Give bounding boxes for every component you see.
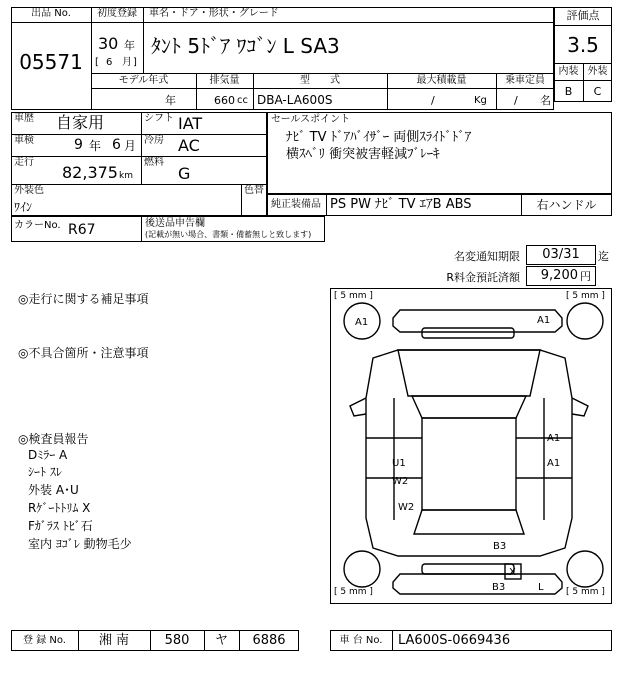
wheel-front-right [567, 303, 603, 339]
inspection-month: 6 [112, 137, 121, 153]
model-type-label: 型 式 [300, 75, 340, 86]
recycle-fee-label: R料金預託済額 [446, 271, 520, 284]
front-grille [422, 328, 514, 338]
first-registration-label: 初度登録 [97, 8, 137, 19]
mark-front-bumper: A1 [537, 315, 551, 326]
model-year-label: モデル年式 [118, 75, 169, 86]
plate-number: 6886 [252, 633, 286, 648]
lot-label: 出品 No. [31, 8, 71, 19]
color-no-value: R67 [68, 222, 96, 238]
hood [398, 350, 540, 396]
mark-w2b: W2 [398, 502, 415, 513]
details-frame [11, 112, 267, 216]
plate-kana: ヤ [214, 633, 228, 648]
car-name-label: 車名・ドア・形状・グレード [149, 8, 279, 19]
shift-label: シフト [144, 113, 174, 124]
history-value: 自家用 [56, 113, 105, 132]
color-no-label: カラーNo. [14, 220, 61, 231]
max-load-unit: Kg [474, 95, 487, 106]
mileage-label: 走行 [14, 157, 34, 168]
mileage-unit: km [119, 171, 133, 181]
mark-b3-bumper: B3 [492, 582, 506, 593]
tire-tag-front-left: [ 5 mm ] [334, 291, 373, 301]
sales-points-line2: 横ｽﾍﾞﾘ 衝突被害軽減ﾌﾞﾚｰｷ [286, 147, 440, 162]
equipment-value: PS PW ﾅﾋﾞ TV ｴｱB ABS [330, 197, 472, 212]
windshield [412, 396, 526, 418]
capacity-separator: / [514, 94, 518, 107]
rear-garnish [422, 564, 514, 574]
right-mirror [572, 398, 588, 416]
title-change-date: 03/31 [542, 247, 580, 262]
interior-grade: B [564, 85, 573, 98]
exterior-color-value: ﾜｲﾝ [14, 200, 33, 214]
ac-value: AC [178, 136, 200, 155]
inspection-year-unit: 年 [89, 139, 102, 153]
model-year-unit: 年 [165, 94, 176, 107]
mark-l: L [538, 582, 544, 593]
inspector-title: ◎検査員報告 [18, 432, 89, 446]
mark-u1: U1 [392, 458, 406, 469]
rear-bumper [393, 574, 562, 594]
tire-tag-front-right: [ 5 mm ] [566, 291, 605, 301]
fuel-value: G [178, 164, 191, 183]
car-name: ﾀﾝﾄ 5ﾄﾞｱ ﾜｺﾞﾝ L SA3 [151, 34, 340, 58]
repaint-label: 色替 [244, 185, 264, 196]
fuel-label: 燃料 [144, 157, 164, 168]
score-label: 評価点 [566, 9, 600, 22]
mark-right-rear: A1 [547, 458, 561, 469]
chassis-label: 車 台 No. [339, 635, 383, 646]
plate-class: 580 [164, 633, 190, 648]
plate-region: 湘 南 [98, 633, 130, 648]
recycle-fee-amount: 9,200 [540, 268, 578, 283]
plate-label: 登 録 No. [23, 635, 66, 646]
model-code: DBA-LA600S [257, 93, 333, 107]
score-value: 3.5 [567, 33, 599, 57]
max-load-label: 最大積載量 [416, 75, 467, 86]
after-parts-label: 後送品申告欄 [145, 218, 205, 229]
history-label: 車歴 [14, 113, 34, 124]
sales-points-label: セールスポイント [271, 114, 351, 125]
inspector-line: Dﾐﾗｰ A [28, 448, 68, 462]
month-unit: 月 [122, 57, 132, 68]
mark-right-front: A1 [547, 433, 561, 444]
inspection-year: 9 [74, 137, 83, 153]
sales-points-line1: ﾅﾋﾞ TV ﾄﾞｱﾊﾞｲｻﾞｰ 両側ｽﾗｲﾄﾞﾄﾞｱ [286, 130, 472, 145]
exterior-grade: C [593, 85, 602, 98]
inspector-line: 外装 A･U [28, 483, 79, 497]
equipment-label: 純正装備品 [271, 199, 321, 210]
tire-tag-rear-right: [ 5 mm ] [566, 587, 605, 597]
mark-w2a: W2 [392, 476, 409, 487]
registration-year: 30 [98, 34, 119, 53]
body-outline [366, 350, 572, 556]
max-load-separator: / [431, 94, 435, 107]
displacement-unit: cc [237, 95, 248, 106]
year-unit: 年 [124, 39, 135, 52]
title-change-suffix: 迄 [598, 250, 609, 263]
after-parts-note: (記載が無い場合、書類・備蓄無しと致します) [145, 230, 312, 239]
capacity-label: 乗車定員 [505, 75, 545, 86]
chassis-number: LA600S-0669436 [398, 633, 511, 648]
title-change-label: 名変通知期限 [454, 250, 520, 263]
mark-left-wheel: A1 [355, 317, 369, 328]
inspection-label: 車検 [14, 135, 34, 146]
exterior-color-label: 外装色 [14, 185, 44, 196]
driving-notes-title: ◎走行に関する補足事項 [18, 292, 149, 306]
car-diagram [330, 288, 612, 604]
shift-value: IAT [178, 114, 203, 133]
inspector-line: Rｹﾞｰﾄﾄﾘﾑ X [28, 501, 91, 515]
wheel-rear-left [344, 551, 380, 587]
rear-glass [414, 510, 524, 534]
defects-title: ◎不具合箇所・注意事項 [18, 346, 149, 360]
inspector-line: Fｶﾞﾗｽ ﾄﾋﾞ石 [28, 519, 93, 533]
mileage-value: 82,375 [62, 163, 118, 182]
lot-number: 05571 [19, 50, 83, 74]
inspector-line: 室内 ﾖｺﾞﾚ 動物毛少 [28, 537, 132, 551]
displacement-value: 660 [214, 94, 235, 107]
recycle-fee-unit: 円 [580, 270, 591, 283]
displacement-label: 排気量 [209, 75, 240, 86]
mark-b3-glass: B3 [493, 541, 507, 552]
capacity-unit: 名 [540, 94, 551, 107]
exterior-label: 外装 [587, 66, 608, 77]
interior-label: 内装 [558, 66, 579, 77]
roof [422, 418, 516, 510]
registration-month: 6 [106, 57, 113, 68]
ac-label: 冷房 [144, 135, 164, 146]
mark-x: X [509, 567, 516, 578]
left-mirror [350, 398, 366, 416]
inspector-line: ｼｰﾄ ｽﾚ [28, 465, 62, 479]
steering-value: 右ハンドル [536, 198, 597, 212]
wheel-rear-right [567, 551, 603, 587]
inspection-month-unit: 月 [124, 139, 137, 153]
tire-tag-rear-left: [ 5 mm ] [334, 587, 373, 597]
